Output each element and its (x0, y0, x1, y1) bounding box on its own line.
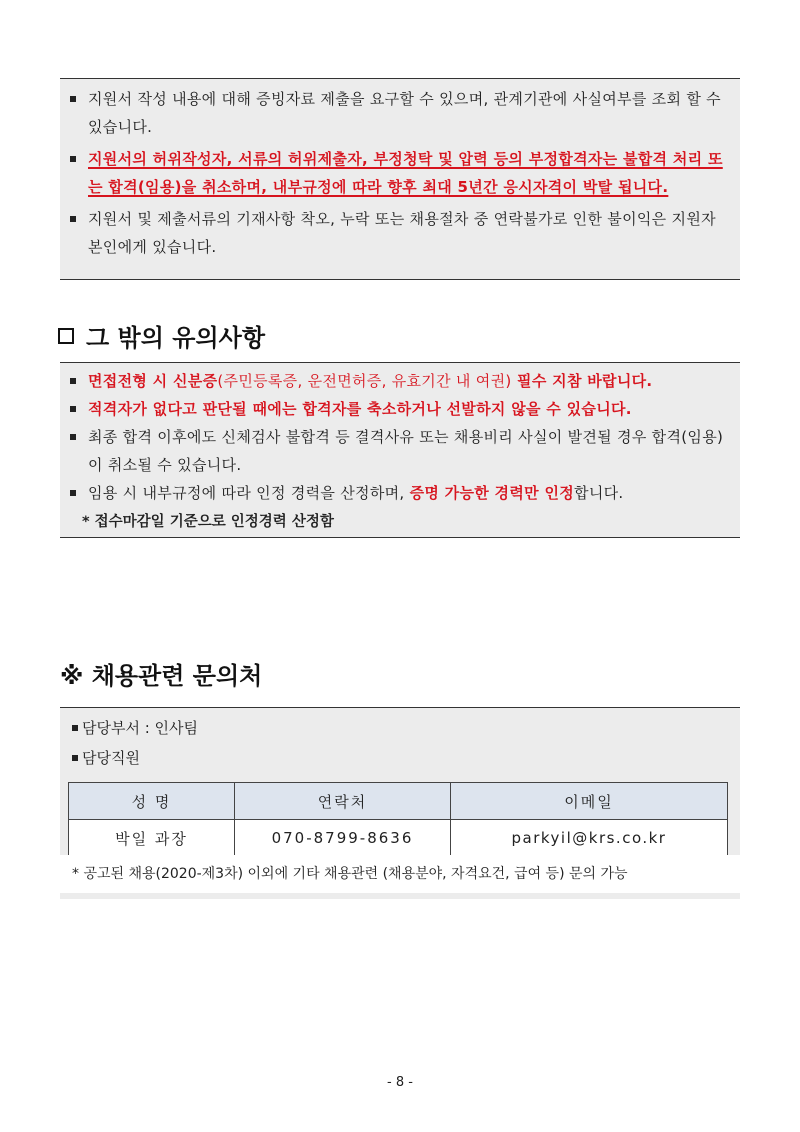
contact-name: 박일 과장 (69, 820, 235, 857)
contact-email: parkyil@krs.co.kr (451, 820, 728, 857)
staff-line: 담당직원 (60, 743, 740, 773)
bullet-icon (70, 96, 76, 102)
bullet-icon (70, 434, 76, 440)
bullet-icon (72, 755, 78, 761)
contact-table (68, 782, 728, 857)
column-header: 연락처 (235, 783, 451, 820)
column-header: 성 명 (69, 783, 235, 820)
table-header-row (69, 783, 728, 820)
table-row (69, 820, 728, 857)
list-item: 지원서의 허위작성자, 서류의 허위제출자, 부정청탁 및 압력 등의 부정합격자는 불합격 처리 또는 합격(임용)을 취소하며, 내부규정에 따라 향후 최대 5년간 응시자격이 박탈 됩니다. (60, 145, 740, 201)
contact-phone: 070-8799-8636 (235, 820, 451, 857)
notice-box-1 (60, 78, 740, 280)
notice-box-2 (60, 362, 740, 538)
contact-footnote: * 공고된 채용(2020-제3차) 이외에 기타 채용관련 (채용분야, 자격요건, 급여 등) 문의 가능 (60, 855, 740, 893)
section-heading: ※ 채용관련 문의처 (60, 662, 263, 690)
list-item: 임용 시 내부규정에 따라 인정 경력을 산정하며, 증명 가능한 경력만 인정합니다. (60, 479, 740, 507)
list-item: 최종 합격 이후에도 신체검사 불합격 등 결격사유 또는 채용비리 사실이 발견될 경우 합격(임용)이 취소될 수 있습니다. (60, 423, 740, 479)
bullet-icon (70, 378, 76, 384)
checkbox-square-icon (58, 328, 74, 344)
list-item: 적격자가 없다고 판단될 때에는 합격자를 축소하거나 선발하지 않을 수 있습니다. (60, 395, 740, 423)
list-item: 지원서 및 제출서류의 기재사항 착오, 누락 또는 채용절차 중 연락불가로 인한 불이익은 지원자 본인에게 있습니다. (60, 205, 740, 261)
section-heading: 그 밖의 유의사항 (58, 318, 265, 353)
bullet-icon (70, 156, 76, 162)
note-text: * 접수마감일 기준으로 인정경력 산정함 (82, 514, 334, 530)
bullet-icon (70, 406, 76, 412)
dept-line: 담당부서 : 인사팀 (60, 713, 740, 743)
bullet-icon (72, 725, 78, 731)
page-number: - 8 - (387, 1075, 413, 1090)
column-header: 이메일 (451, 783, 728, 820)
bullet-icon (70, 216, 76, 222)
list-item: 면접전형 시 신분증(주민등록증, 운전면허증, 유효기간 내 여권) 필수 지참 바랍니다. (60, 367, 740, 395)
list-item: 지원서 작성 내용에 대해 증빙자료 제출을 요구할 수 있으며, 관계기관에 사실여부를 조회 할 수 있습니다. (60, 85, 740, 141)
bullet-icon (70, 490, 76, 496)
